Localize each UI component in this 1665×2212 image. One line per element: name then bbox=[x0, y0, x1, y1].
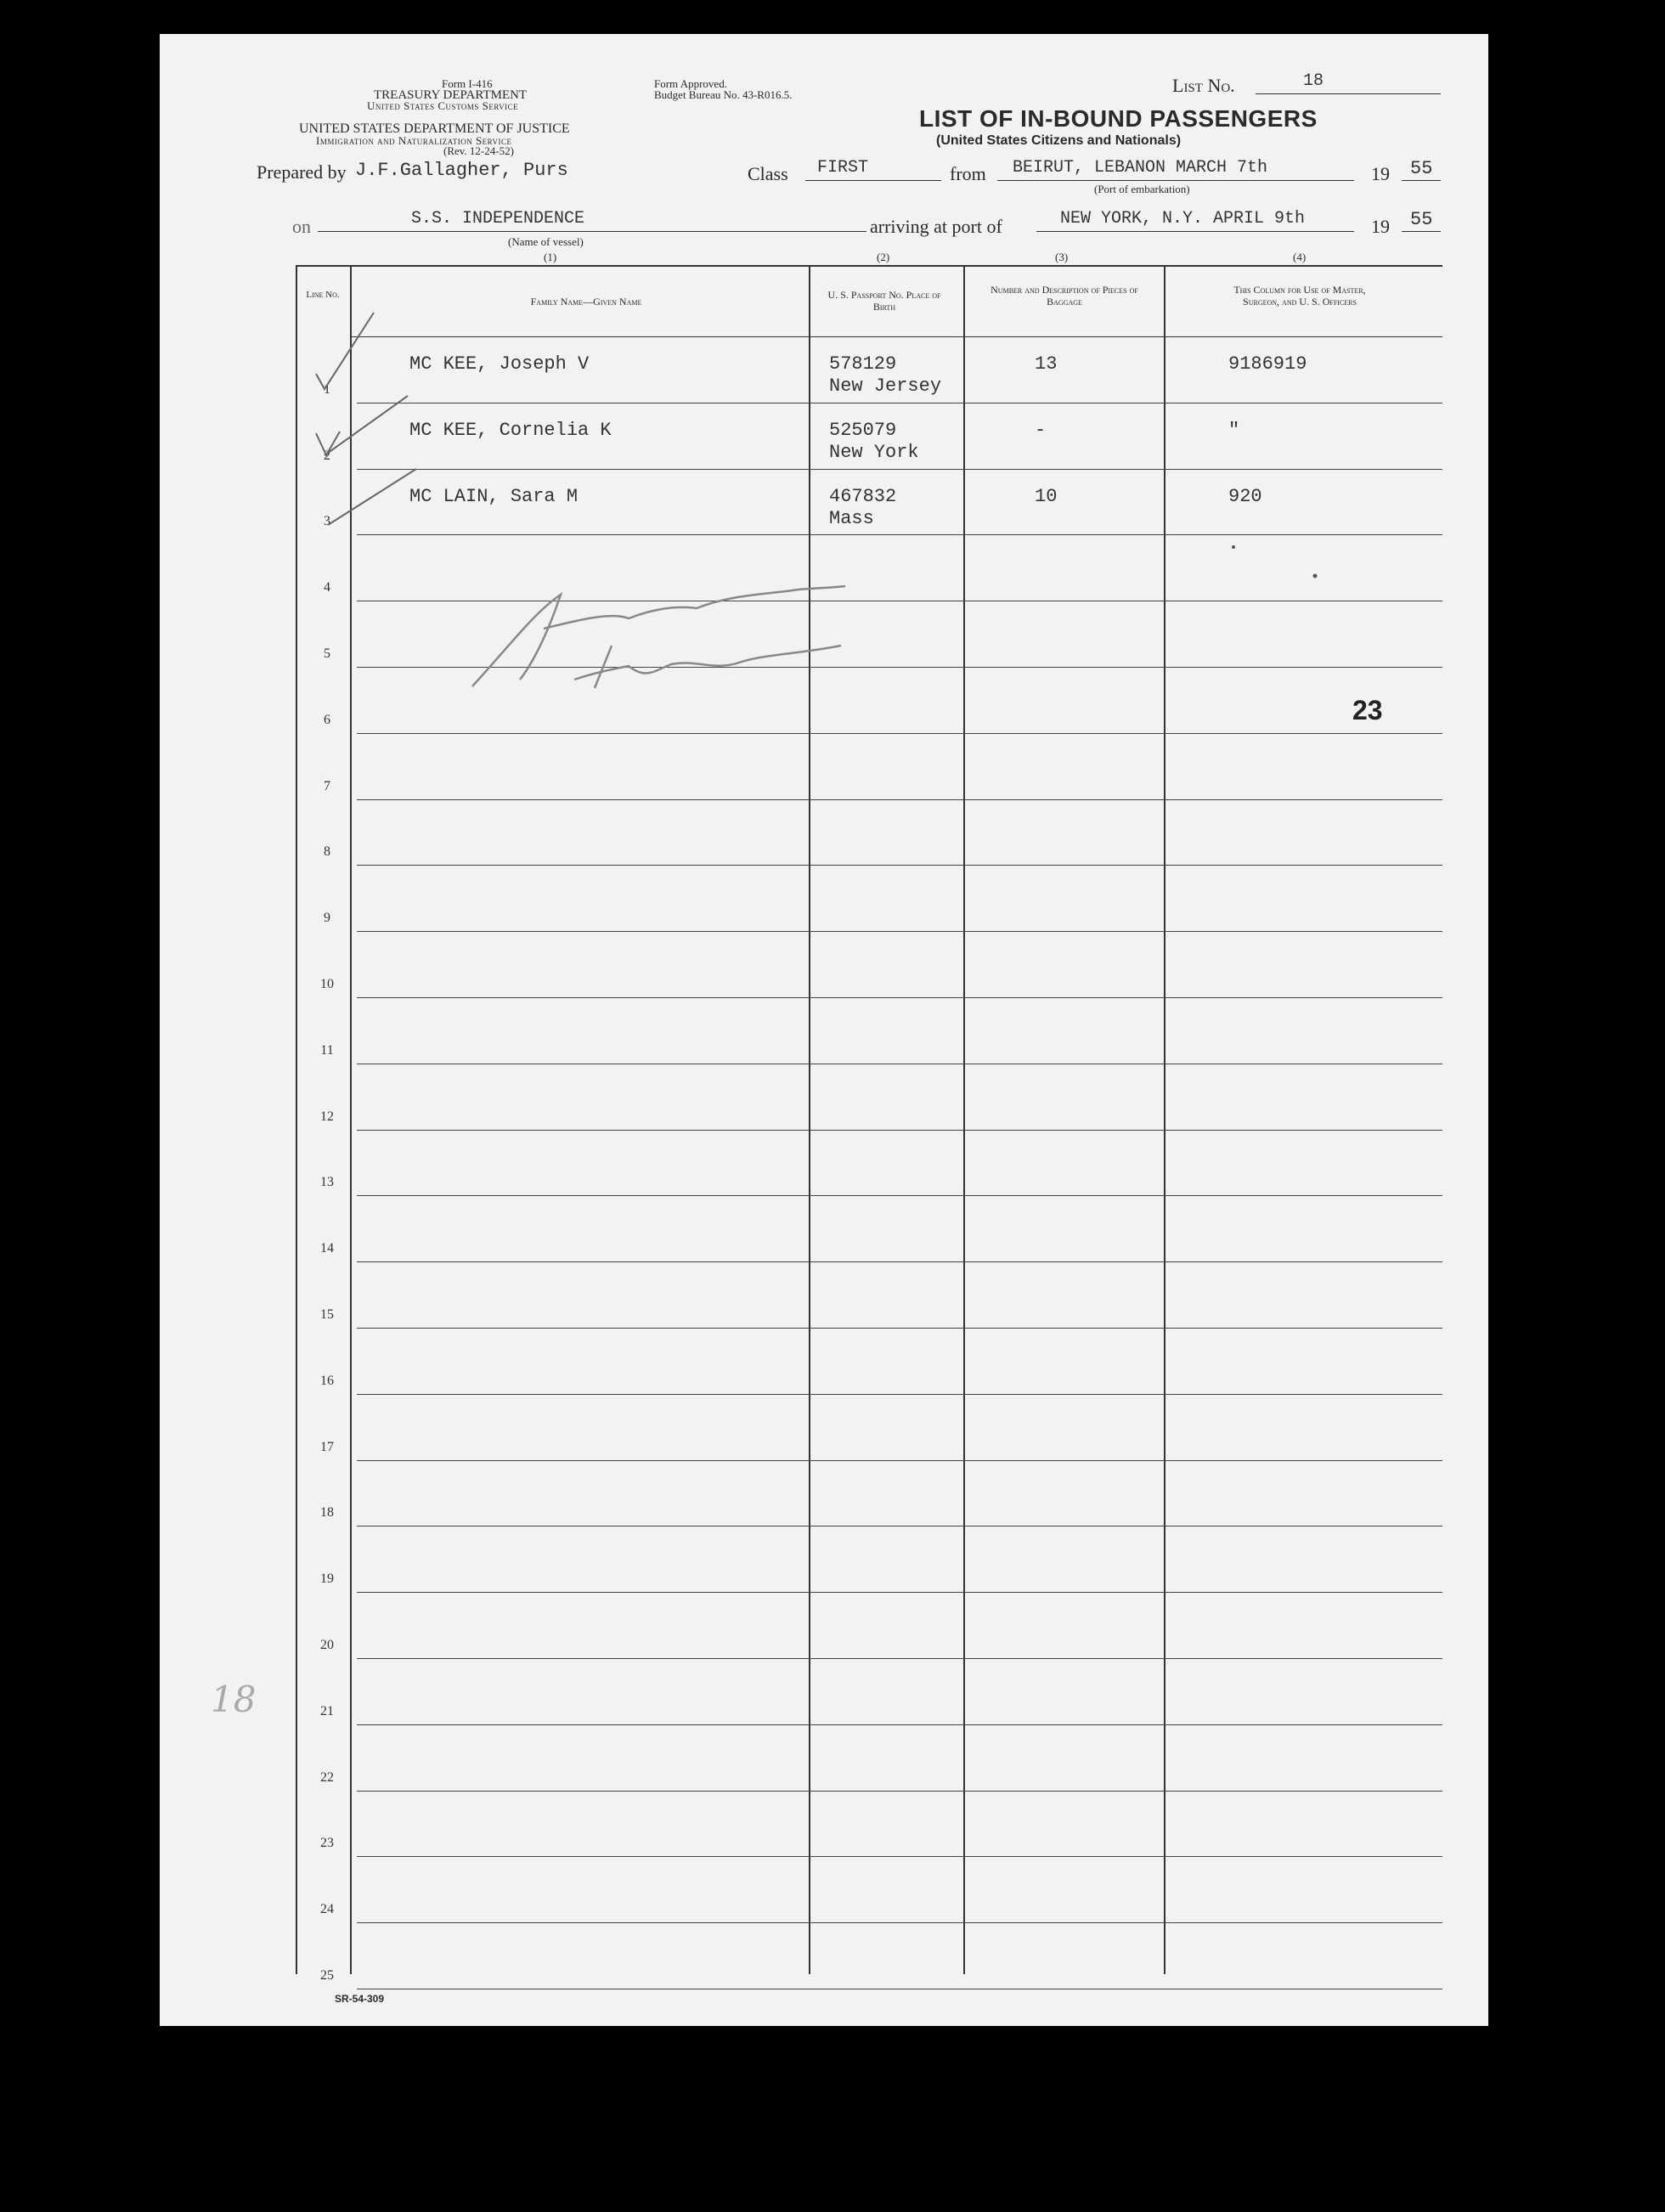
budget-bureau: Budget Bureau No. 43-R016.5. bbox=[654, 88, 793, 101]
line-number: 21 bbox=[320, 1703, 334, 1718]
line-number: 15 bbox=[320, 1307, 334, 1322]
place-of-birth: New York bbox=[829, 441, 919, 463]
arrival-port-date: NEW YORK, N.Y. APRIL 9th bbox=[1060, 209, 1306, 229]
place-of-birth: New Jersey bbox=[829, 375, 942, 397]
line-number: 1 bbox=[324, 381, 330, 397]
line-number: 5 bbox=[324, 646, 330, 661]
from-year-prefix: 19 bbox=[1371, 163, 1390, 184]
column-1-number: (1) bbox=[544, 251, 557, 263]
prepared-by-value: J.F.Gallagher, Purs bbox=[355, 160, 568, 181]
port-of-embarkation-note: (Port of embarkation) bbox=[1094, 183, 1190, 195]
line-number: 7 bbox=[324, 778, 330, 793]
line-number: 23 bbox=[320, 1836, 334, 1851]
department-of-justice: UNITED STATES DEPARTMENT OF JUSTICE bbox=[299, 121, 570, 136]
passenger-name: MC LAIN, Sara M bbox=[409, 485, 579, 507]
baggage-count: - bbox=[1035, 419, 1047, 441]
header-line-no: Line No. bbox=[306, 290, 340, 300]
baggage-count: 10 bbox=[1035, 485, 1058, 507]
passenger-name: MC KEE, Cornelia K bbox=[409, 419, 612, 441]
header-baggage: Number and Description of Pieces of Baggage bbox=[991, 284, 1138, 308]
vessel-name-note: (Name of vessel) bbox=[508, 235, 584, 248]
line-number: 8 bbox=[324, 844, 330, 860]
footer-form-code: SR-54-309 bbox=[335, 1993, 385, 2005]
line-number: 16 bbox=[320, 1373, 334, 1388]
line-number: 9 bbox=[324, 911, 330, 926]
column-2-number: (2) bbox=[877, 251, 890, 263]
customs-service: United States Customs Service bbox=[367, 99, 519, 112]
handwritten-signature bbox=[472, 586, 845, 688]
class-label: Class bbox=[748, 163, 788, 184]
line-number: 22 bbox=[320, 1769, 334, 1785]
page-title: LIST OF IN-BOUND PASSENGERS bbox=[919, 105, 1318, 132]
line-number: 11 bbox=[320, 1042, 334, 1058]
immigration-service: Immigration and Naturalization Service bbox=[316, 134, 512, 147]
checkmark-line-3 bbox=[328, 469, 416, 525]
officer-notation: " bbox=[1228, 419, 1240, 441]
ink-dot bbox=[1313, 574, 1318, 578]
stamped-number: 23 bbox=[1352, 695, 1383, 725]
line-number: 25 bbox=[320, 1968, 334, 1983]
class-value: FIRST bbox=[817, 158, 869, 178]
on-label: on bbox=[292, 216, 311, 237]
column-3-number: (3) bbox=[1055, 251, 1069, 263]
line-number: 10 bbox=[320, 977, 334, 991]
form-approved: Form Approved. bbox=[654, 77, 727, 90]
line-number: 18 bbox=[320, 1505, 334, 1521]
margin-handwritten-number: 18 bbox=[211, 1679, 257, 1720]
from-year-value: 55 bbox=[1410, 158, 1433, 179]
from-value: BEIRUT, LEBANON MARCH 7th bbox=[1013, 158, 1268, 178]
passport-number: 467832 bbox=[829, 485, 897, 507]
form-number: Form I-416 bbox=[442, 77, 493, 90]
line-number: 24 bbox=[320, 1902, 334, 1917]
line-number: 3 bbox=[324, 514, 330, 529]
list-no-value: 18 bbox=[1303, 71, 1324, 91]
from-label: from bbox=[950, 163, 986, 184]
header-officers: This Column for Use of Master, Surgeon, and U. S. Officers bbox=[1233, 284, 1366, 308]
list-no-label: List No. bbox=[1172, 75, 1235, 96]
officer-notation: 9186919 bbox=[1228, 353, 1307, 375]
line-number: 20 bbox=[320, 1638, 334, 1652]
arrival-year-value: 55 bbox=[1410, 209, 1433, 230]
header-passport: U. S. Passport No. Place of Birth bbox=[827, 289, 941, 313]
passport-number: 578129 bbox=[829, 353, 897, 375]
column-4-number: (4) bbox=[1293, 251, 1307, 263]
revision-date: (Rev. 12-24-52) bbox=[443, 144, 514, 157]
line-number: 17 bbox=[320, 1439, 334, 1454]
header-family-name: Family Name—Given Name bbox=[530, 296, 642, 308]
officer-notation: 920 bbox=[1228, 485, 1262, 507]
passenger-name: MC KEE, Joseph V bbox=[409, 353, 590, 375]
line-number: 14 bbox=[320, 1241, 334, 1256]
arriving-label: arriving at port of bbox=[870, 216, 1002, 237]
checkmark-line-1 bbox=[316, 313, 374, 389]
baggage-count: 13 bbox=[1035, 353, 1058, 375]
arrival-year-prefix: 19 bbox=[1371, 216, 1390, 237]
line-number: 4 bbox=[324, 580, 330, 595]
passport-number: 525079 bbox=[829, 419, 897, 441]
page-subtitle: (United States Citizens and Nationals) bbox=[936, 133, 1182, 148]
prepared-by-label: Prepared by bbox=[257, 161, 347, 183]
line-number: 2 bbox=[324, 448, 330, 463]
line-number: 12 bbox=[320, 1109, 334, 1124]
line-number: 6 bbox=[324, 712, 330, 727]
place-of-birth: Mass bbox=[829, 507, 874, 529]
vessel-name: S.S. INDEPENDENCE bbox=[411, 209, 585, 229]
line-number: 13 bbox=[320, 1175, 334, 1190]
ink-dot bbox=[1232, 545, 1235, 549]
line-number: 19 bbox=[320, 1572, 334, 1587]
checkmark-line-2 bbox=[316, 396, 408, 455]
treasury-department: TREASURY DEPARTMENT bbox=[374, 88, 528, 102]
